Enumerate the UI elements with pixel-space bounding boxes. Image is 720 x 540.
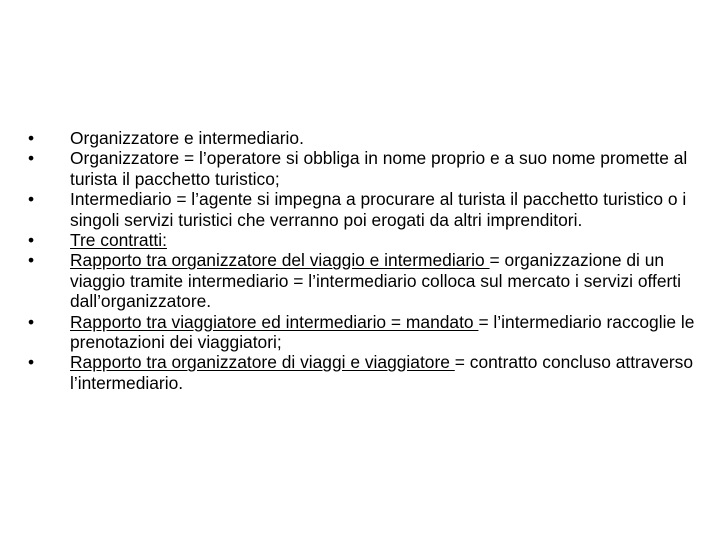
bullet-item — [28, 148, 708, 189]
bullet-item — [28, 128, 708, 148]
bullet-icon: • — [28, 250, 35, 271]
bullet-text: Organizzatore = l’operatore si obbliga in nome proprio e a suo nome promette al turista il pacchetto turistico; — [70, 148, 688, 189]
bullet-text: = organizzazione di un viaggio tramite intermediario = l’intermediario colloca sul mercato i servizi offerti dall’organizzatore. — [70, 250, 682, 312]
bullet-icon: • — [28, 311, 35, 332]
bullet-icon: • — [28, 128, 35, 148]
bullet-text: = l’intermediario raccoglie le prenotazioni dei viaggiatori; — [70, 311, 695, 353]
bullet-icon: • — [28, 148, 35, 169]
bullet-icon: • — [28, 352, 35, 373]
bullet-item — [28, 230, 708, 250]
bullet-list — [28, 128, 708, 393]
bullet-icon: • — [28, 230, 35, 251]
bullet-text: Organizzatore e intermediario. — [70, 128, 304, 148]
bullet-underlined-text: Rapporto tra organizzatore di viaggi e viaggiatore — [70, 352, 455, 373]
bullet-item — [28, 312, 708, 353]
bullet-underlined-text: Rapporto tra organizzatore del viaggio e intermediario — [70, 250, 490, 271]
bullet-item — [28, 250, 708, 311]
bullet-underlined-text: Tre contratti: — [70, 230, 167, 251]
bullet-item — [28, 189, 708, 230]
bullet-icon: • — [28, 189, 35, 210]
bullet-text: = contratto concluso attraverso l’intermediario. — [70, 352, 694, 393]
bullet-item — [28, 352, 708, 393]
bullet-underlined-text: Rapporto tra viaggiatore ed intermediario = mandato — [70, 311, 479, 332]
bullet-text: Intermediario = l’agente si impegna a procurare al turista il pacchetto turistico o i singoli servizi turistici che verranno poi erogati da altri imprenditori. — [70, 189, 687, 230]
